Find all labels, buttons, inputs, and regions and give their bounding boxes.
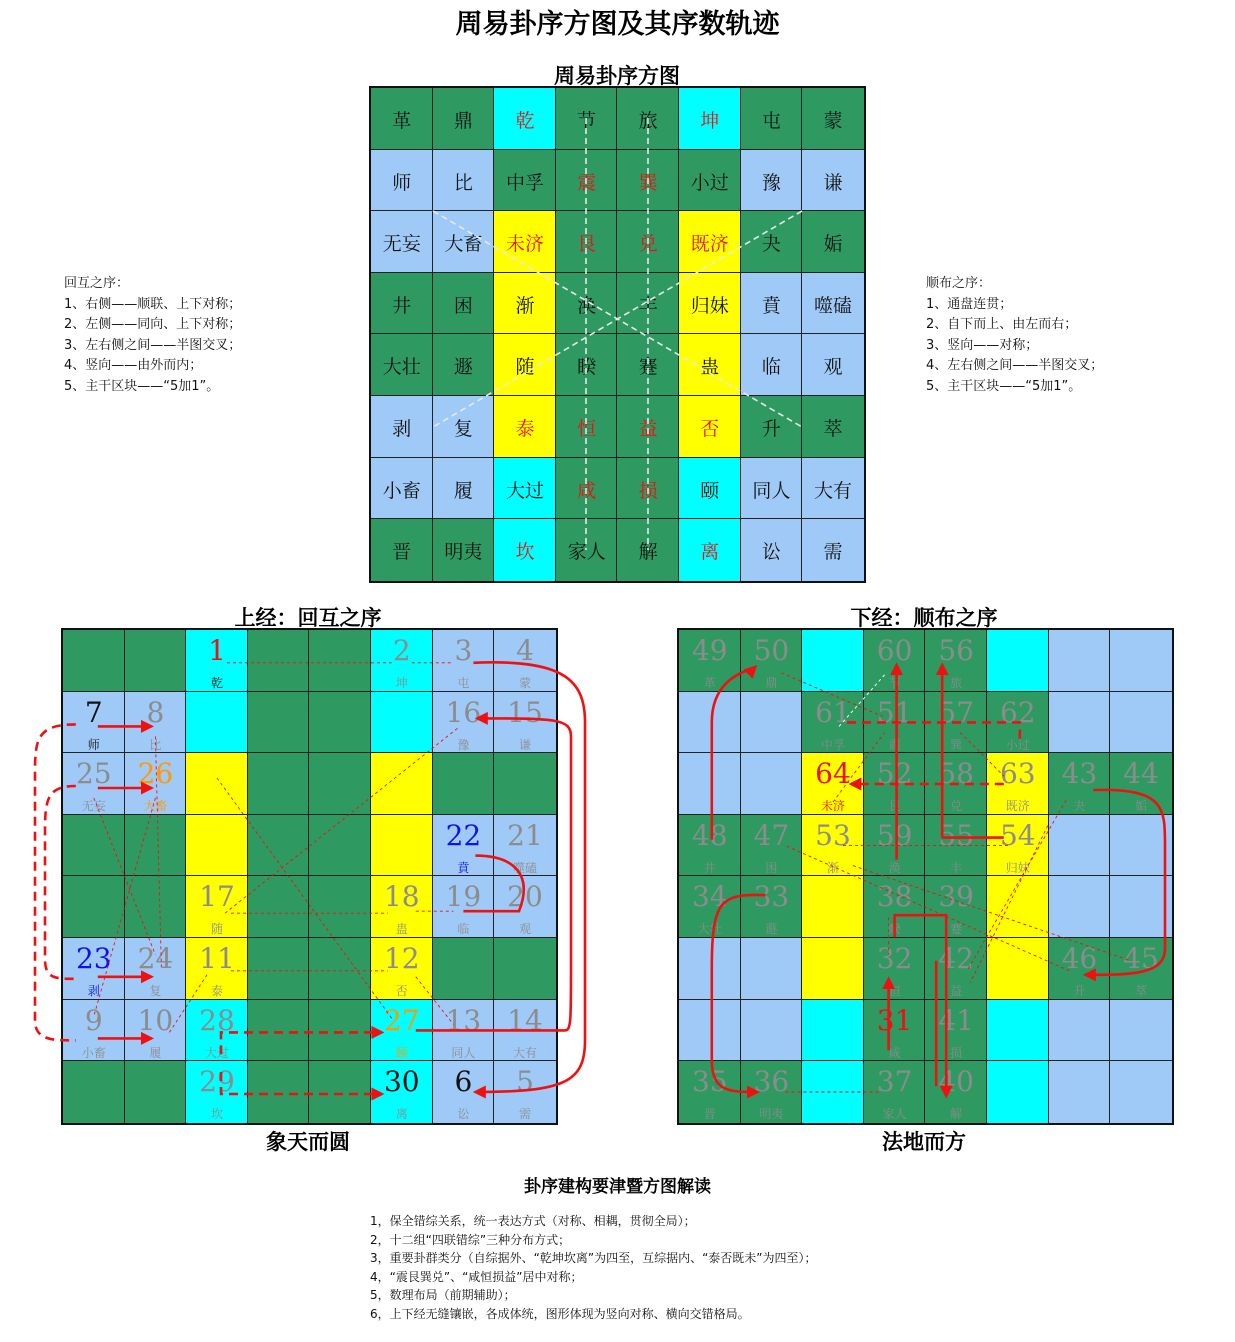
hexagram-name: 益	[950, 984, 963, 998]
hexagram-name: 大壮	[697, 922, 722, 937]
grid-cell	[63, 815, 125, 877]
grid-cell	[248, 1000, 310, 1062]
sequence-number: 56	[938, 634, 974, 667]
grid-cell	[186, 815, 248, 877]
hexagram-name: 讼	[761, 541, 781, 564]
sequence-number: 32	[876, 942, 913, 975]
hexagram-name: 萃	[1134, 984, 1147, 998]
sequence-number: 9	[84, 1003, 103, 1037]
hexagram-name: 渐	[515, 294, 535, 317]
grid-cell	[433, 938, 495, 1000]
sequence-number: 6	[454, 1065, 473, 1099]
hexagram-name: 屯	[761, 110, 781, 132]
grid-cell	[741, 938, 803, 1000]
hexagram-name: 渐	[826, 860, 839, 875]
grid-cell	[987, 1061, 1049, 1123]
sequence-number: 41	[938, 1003, 974, 1037]
hexagram-name: 大有	[512, 1045, 537, 1060]
grid-cell	[802, 938, 864, 1000]
grid-cell	[1110, 1061, 1172, 1123]
hexagram-name: 泰	[210, 984, 223, 998]
sequence-number: 57	[938, 695, 974, 729]
grid-cell	[987, 938, 1049, 1000]
note-line: 4，“震艮巽兑”、“咸恒损益”居中对称；	[370, 1269, 583, 1284]
hexagram-name: 复	[149, 984, 162, 998]
sequence-number: 40	[938, 1065, 974, 1099]
hexagram-name: 离	[700, 541, 720, 564]
sequence-number: 16	[445, 695, 482, 729]
sequence-number: 55	[938, 818, 974, 852]
hexagram-name: 师	[392, 171, 412, 194]
sequence-number: 13	[445, 1003, 482, 1037]
hexagram-name: 夬	[1073, 799, 1086, 814]
sequence-number: 37	[876, 1065, 913, 1099]
note-line: 4、竖向——由外而内；	[64, 358, 203, 373]
main-hexagram-grid	[369, 86, 866, 583]
hexagram-name: 小畜	[382, 479, 421, 502]
sequence-number: 2	[392, 634, 411, 667]
hexagram-name: 恒	[888, 984, 901, 998]
note-line: 1、通盘连贯；	[926, 296, 1013, 312]
grid-cell	[248, 692, 310, 754]
sequence-number: 30	[383, 1065, 420, 1099]
hexagram-name: 师	[87, 737, 100, 752]
hexagram-name: 坎	[210, 1107, 223, 1122]
note-line: 3、左右侧之间——半图交叉；	[64, 337, 242, 353]
grid-cell	[125, 1061, 187, 1123]
hexagram-name: 姤	[823, 233, 843, 256]
notes-title: 卦序建构要津暨方图解读	[524, 1177, 711, 1197]
sequence-number: 50	[753, 634, 790, 667]
hexagram-name: 困	[453, 294, 473, 317]
sequence-number: 11	[199, 942, 235, 975]
left-grid-title: 上经：回互之序	[234, 605, 382, 630]
hexagram-name: 涣	[888, 860, 901, 875]
sequence-number: 28	[199, 1003, 235, 1037]
note-line: 4、左右侧之间——半图交叉；	[926, 358, 1104, 373]
grid-cell	[248, 876, 310, 938]
sequence-number: 31	[876, 1003, 913, 1037]
hexagram-name: 賁	[457, 860, 470, 875]
grid-cell	[1110, 876, 1172, 938]
grid-cell	[309, 692, 371, 754]
hexagram-name: 遯	[765, 922, 778, 937]
hexagram-name: 损	[638, 479, 658, 502]
grid-cell	[1110, 692, 1172, 754]
hexagram-name: 坎	[515, 541, 535, 564]
hexagram-name: 中孚	[505, 171, 544, 194]
sequence-number: 5	[516, 1065, 534, 1099]
hexagram-name: 萃	[823, 418, 843, 440]
sequence-number: 17	[199, 880, 235, 914]
sequence-number: 19	[445, 880, 482, 914]
sequence-number: 43	[1061, 757, 1098, 791]
hexagram-name: 艮	[888, 799, 901, 814]
grid-cell	[248, 815, 310, 877]
hexagram-name: 噬磕	[512, 860, 537, 875]
hexagram-name: 同人	[451, 1045, 476, 1060]
sequence-number: 25	[75, 757, 112, 791]
hexagram-name: 小畜	[81, 1045, 106, 1060]
grid-cell	[987, 1000, 1049, 1062]
grid-cell	[802, 1000, 864, 1062]
hexagram-name: 解	[638, 541, 658, 564]
left-notes	[64, 274, 241, 397]
hexagram-name: 同人	[752, 479, 791, 502]
hexagram-name: 巽	[950, 737, 963, 752]
hexagram-name: 家人	[882, 1107, 907, 1122]
hexagram-name: 大有	[813, 479, 852, 502]
hexagram-name: 临	[761, 356, 781, 379]
hexagram-name: 井	[392, 294, 412, 317]
sequence-number: 44	[1123, 757, 1159, 791]
hexagram-name: 困	[765, 860, 778, 875]
grid-cell	[494, 938, 556, 1000]
note-line: 5，数理布局（前期辅助）；	[370, 1288, 516, 1302]
grid-cell	[186, 692, 248, 754]
note-line: 2、左侧——同向、上下对称；	[64, 317, 242, 332]
hexagram-name: 旅	[638, 110, 658, 132]
hexagram-name: 噬磕	[813, 294, 852, 317]
hexagram-name: 随	[210, 922, 223, 937]
left-grid-caption: 象天而圆	[266, 1129, 350, 1154]
main-grid-title: 周易卦序方图	[554, 63, 680, 88]
hexagram-name: 大畜	[143, 799, 168, 814]
sequence-number: 60	[876, 634, 913, 667]
hexagram-name: 家人	[567, 541, 606, 564]
hexagram-name: 谦	[518, 737, 531, 752]
sequence-number: 49	[691, 634, 728, 667]
grid-cell	[679, 753, 741, 815]
sequence-number: 39	[938, 880, 974, 914]
hexagram-name: 晋	[703, 1107, 716, 1122]
grid-cell	[248, 1061, 310, 1123]
hexagram-name: 大壮	[382, 356, 421, 379]
hexagram-name: 坤	[700, 110, 720, 132]
grid-cell	[1049, 692, 1111, 754]
hexagram-name: 豫	[761, 171, 781, 194]
hexagram-name: 鼎	[453, 110, 473, 132]
hexagram-name: 随	[515, 356, 535, 379]
hexagram-name: 蒙	[823, 110, 843, 132]
hexagram-name: 革	[703, 676, 716, 690]
grid-cell	[371, 692, 433, 754]
sequence-number: 4	[516, 634, 534, 667]
note-line: 顺布之序：	[926, 276, 992, 291]
note-line: 回互之序：	[64, 276, 130, 291]
hexagram-name: 革	[392, 110, 412, 132]
hexagram-name: 夬	[761, 233, 781, 256]
sequence-number: 1	[208, 634, 226, 667]
sequence-number: 42	[938, 942, 974, 975]
grid-cell	[63, 1061, 125, 1123]
sequence-number: 58	[938, 757, 974, 791]
hexagram-name: 涣	[577, 294, 597, 317]
hexagram-name: 剥	[87, 984, 100, 998]
hexagram-name: 履	[453, 479, 473, 502]
grid-cell	[248, 630, 310, 692]
sequence-number: 8	[146, 695, 165, 729]
hexagram-name: 节	[577, 110, 597, 132]
hexagram-name: 小过	[1005, 737, 1030, 752]
sequence-number: 36	[753, 1065, 790, 1099]
hexagram-name: 既济	[1005, 799, 1030, 814]
upper-canon-grid	[61, 628, 558, 1125]
grid-cell	[248, 938, 310, 1000]
hexagram-name: 未济	[505, 233, 544, 256]
grid-cell	[433, 753, 495, 815]
grid-cell	[741, 692, 803, 754]
hexagram-name: 屯	[457, 676, 470, 690]
grid-cell	[679, 1000, 741, 1062]
hexagram-name: 鼎	[765, 676, 778, 690]
grid-cell	[741, 753, 803, 815]
hexagram-name: 小过	[690, 171, 729, 194]
hexagram-name: 颐	[395, 1045, 408, 1060]
hexagram-name: 归妹	[1005, 860, 1030, 875]
grid-cell	[1049, 815, 1111, 877]
grid-cell	[309, 630, 371, 692]
sequence-number: 12	[383, 942, 420, 975]
sequence-number: 20	[507, 880, 543, 914]
hexagram-name: 离	[395, 1107, 408, 1122]
note-line: 5、主干区块——“5加1”。	[926, 378, 1082, 394]
hexagram-name: 咸	[577, 479, 597, 502]
hexagram-name: 需	[823, 541, 843, 564]
sequence-number: 53	[815, 818, 851, 852]
grid-cell	[741, 1000, 803, 1062]
note-line: 3、竖向——对称；	[926, 337, 1039, 353]
hexagram-name: 履	[149, 1045, 162, 1060]
hexagram-name: 解	[950, 1107, 963, 1122]
hexagram-name: 大畜	[444, 233, 483, 256]
hexagram-name: 无妄	[81, 799, 106, 814]
grid-cell	[1049, 1061, 1111, 1123]
note-line: 5、主干区块——“5加1”。	[64, 378, 220, 394]
hexagram-name: 睽	[577, 356, 597, 379]
hexagram-name: 未济	[820, 799, 845, 814]
hexagram-name: 井	[703, 860, 716, 875]
hexagram-name: 丰	[638, 294, 658, 317]
hexagram-name: 蹇	[638, 356, 658, 379]
hexagram-name: 损	[950, 1045, 963, 1060]
grid-cell	[309, 753, 371, 815]
sequence-number: 63	[999, 757, 1036, 791]
sequence-number: 18	[383, 880, 420, 914]
note-line: 6，上下经无缝镶嵌，各成体统，图形体现为竖向对称、横向交错格局。	[370, 1306, 750, 1321]
sequence-number: 48	[691, 818, 728, 852]
grid-cell	[309, 938, 371, 1000]
grid-cell	[1049, 630, 1111, 692]
page-title: 周易卦序方图及其序数轨迹	[455, 9, 780, 40]
hexagram-name: 晋	[392, 541, 412, 564]
sequence-number: 27	[383, 1003, 420, 1037]
sequence-number: 51	[876, 695, 913, 729]
hexagram-name: 遯	[453, 356, 473, 379]
right-notes	[926, 274, 1103, 397]
sequence-number: 64	[815, 757, 851, 791]
hexagram-name: 益	[638, 418, 658, 440]
hexagram-name: 归妹	[690, 294, 729, 317]
grid-cell	[802, 876, 864, 938]
right-grid-caption: 法地而方	[882, 1129, 966, 1154]
hexagram-name: 睽	[888, 922, 901, 937]
hexagram-name: 艮	[577, 233, 597, 256]
lower-canon-grid	[677, 628, 1174, 1125]
hexagram-name: 恒	[577, 418, 597, 440]
hexagram-name: 咸	[888, 1045, 901, 1060]
sequence-number: 10	[137, 1003, 174, 1037]
grid-cell	[802, 630, 864, 692]
grid-cell	[987, 630, 1049, 692]
hexagram-name: 巽	[638, 171, 658, 194]
note-line: 3，重要卦群类分（自综据外、“乾坤坎离”为四至，互综据内、“泰否既未”为四至）；	[370, 1251, 817, 1265]
hexagram-name: 震	[888, 737, 901, 752]
hexagram-name: 姤	[1134, 799, 1147, 814]
note-line: 2、自下而上、由左而右；	[926, 317, 1078, 332]
grid-cell	[1110, 630, 1172, 692]
sequence-number: 45	[1123, 942, 1159, 975]
sequence-number: 33	[753, 880, 790, 914]
grid-cell	[494, 753, 556, 815]
hexagram-name: 剥	[392, 418, 412, 440]
hexagram-name: 中孚	[820, 737, 845, 752]
hexagram-name: 兑	[950, 799, 963, 814]
hexagram-name: 既济	[690, 233, 729, 256]
hexagram-name: 升	[761, 418, 781, 440]
hexagram-name: 比	[453, 171, 473, 194]
hexagram-name: 节	[888, 676, 901, 690]
grid-cell	[309, 815, 371, 877]
hexagram-name: 坤	[395, 676, 408, 690]
grid-cell	[186, 753, 248, 815]
grid-cell	[1049, 1000, 1111, 1062]
right-grid-title: 下经：顺布之序	[850, 605, 998, 630]
grid-cell	[63, 876, 125, 938]
hexagram-name: 临	[457, 922, 470, 937]
sequence-number: 54	[999, 818, 1036, 852]
sequence-number: 62	[999, 695, 1036, 729]
sequence-number: 3	[454, 634, 473, 667]
hexagram-name: 乾	[515, 110, 535, 132]
sequence-number: 35	[691, 1065, 728, 1099]
hexagram-name: 无妄	[382, 233, 421, 256]
grid-cell	[309, 1061, 371, 1123]
grid-cell	[125, 630, 187, 692]
grid-cell	[987, 876, 1049, 938]
hexagram-name: 大过	[505, 479, 544, 502]
hexagram-name: 豫	[457, 737, 470, 752]
hexagram-name: 谦	[823, 171, 843, 194]
hexagram-name: 比	[149, 737, 162, 752]
grid-cell	[1049, 876, 1111, 938]
note-line: 2，十二组“四联错综”三种分布方式；	[370, 1232, 571, 1247]
hexagram-name: 否	[700, 418, 720, 440]
grid-cell	[125, 876, 187, 938]
hexagram-name: 复	[453, 418, 473, 440]
note-line: 1、右侧——顺联、上下对称；	[64, 296, 242, 312]
grid-cell	[1110, 815, 1172, 877]
grid-cell	[371, 815, 433, 877]
hexagram-name: 乾	[210, 676, 223, 690]
hexagram-name: 讼	[457, 1107, 470, 1122]
hexagram-name: 观	[518, 922, 531, 937]
sequence-number: 29	[199, 1065, 235, 1099]
sequence-number: 47	[753, 818, 790, 852]
notes-list	[370, 1212, 817, 1323]
grid-cell	[802, 1061, 864, 1123]
hexagram-name: 需	[518, 1107, 531, 1122]
sequence-number: 38	[876, 880, 913, 914]
hexagram-name: 蛊	[700, 356, 720, 379]
sequence-number: 26	[137, 757, 174, 791]
hexagram-name: 否	[395, 984, 408, 998]
hexagram-name: 賁	[761, 294, 781, 317]
hexagram-name: 明夷	[444, 541, 483, 564]
hexagram-name: 蹇	[950, 922, 963, 937]
grid-cell	[125, 815, 187, 877]
hexagram-name: 颐	[700, 479, 720, 502]
hexagram-name: 兑	[638, 233, 658, 256]
sequence-number: 15	[507, 695, 543, 729]
sequence-number: 23	[75, 942, 112, 975]
grid-cell	[309, 1000, 371, 1062]
grid-cell	[679, 938, 741, 1000]
hexagram-name: 蒙	[518, 676, 531, 690]
sequence-number: 61	[815, 695, 851, 729]
sequence-number: 52	[876, 757, 913, 791]
grid-cell	[371, 753, 433, 815]
sequence-number: 14	[507, 1003, 543, 1037]
hexagram-name: 升	[1073, 984, 1086, 998]
sequence-number: 34	[691, 880, 728, 914]
grid-cell	[248, 753, 310, 815]
hexagram-name: 震	[577, 171, 597, 194]
note-line: 1，保全错综关系，统一表达方式（对称、相耦，贯彻全局）；	[370, 1214, 696, 1228]
sequence-number: 21	[507, 818, 543, 852]
grid-cell	[309, 876, 371, 938]
grid-cell	[679, 692, 741, 754]
hexagram-name: 蛊	[395, 922, 408, 937]
hexagram-name: 丰	[950, 860, 963, 875]
grid-cell	[63, 630, 125, 692]
grid-cell	[1110, 1000, 1172, 1062]
sequence-number: 22	[445, 818, 482, 852]
hexagram-name: 旅	[950, 676, 963, 690]
sequence-number: 24	[137, 942, 174, 975]
hexagram-name: 观	[823, 356, 843, 379]
sequence-number: 46	[1061, 942, 1098, 975]
hexagram-name: 大过	[204, 1045, 229, 1060]
sequence-number: 59	[876, 818, 913, 852]
hexagram-name: 明夷	[759, 1107, 784, 1122]
hexagram-name: 泰	[515, 418, 535, 440]
sequence-number: 7	[84, 695, 103, 729]
